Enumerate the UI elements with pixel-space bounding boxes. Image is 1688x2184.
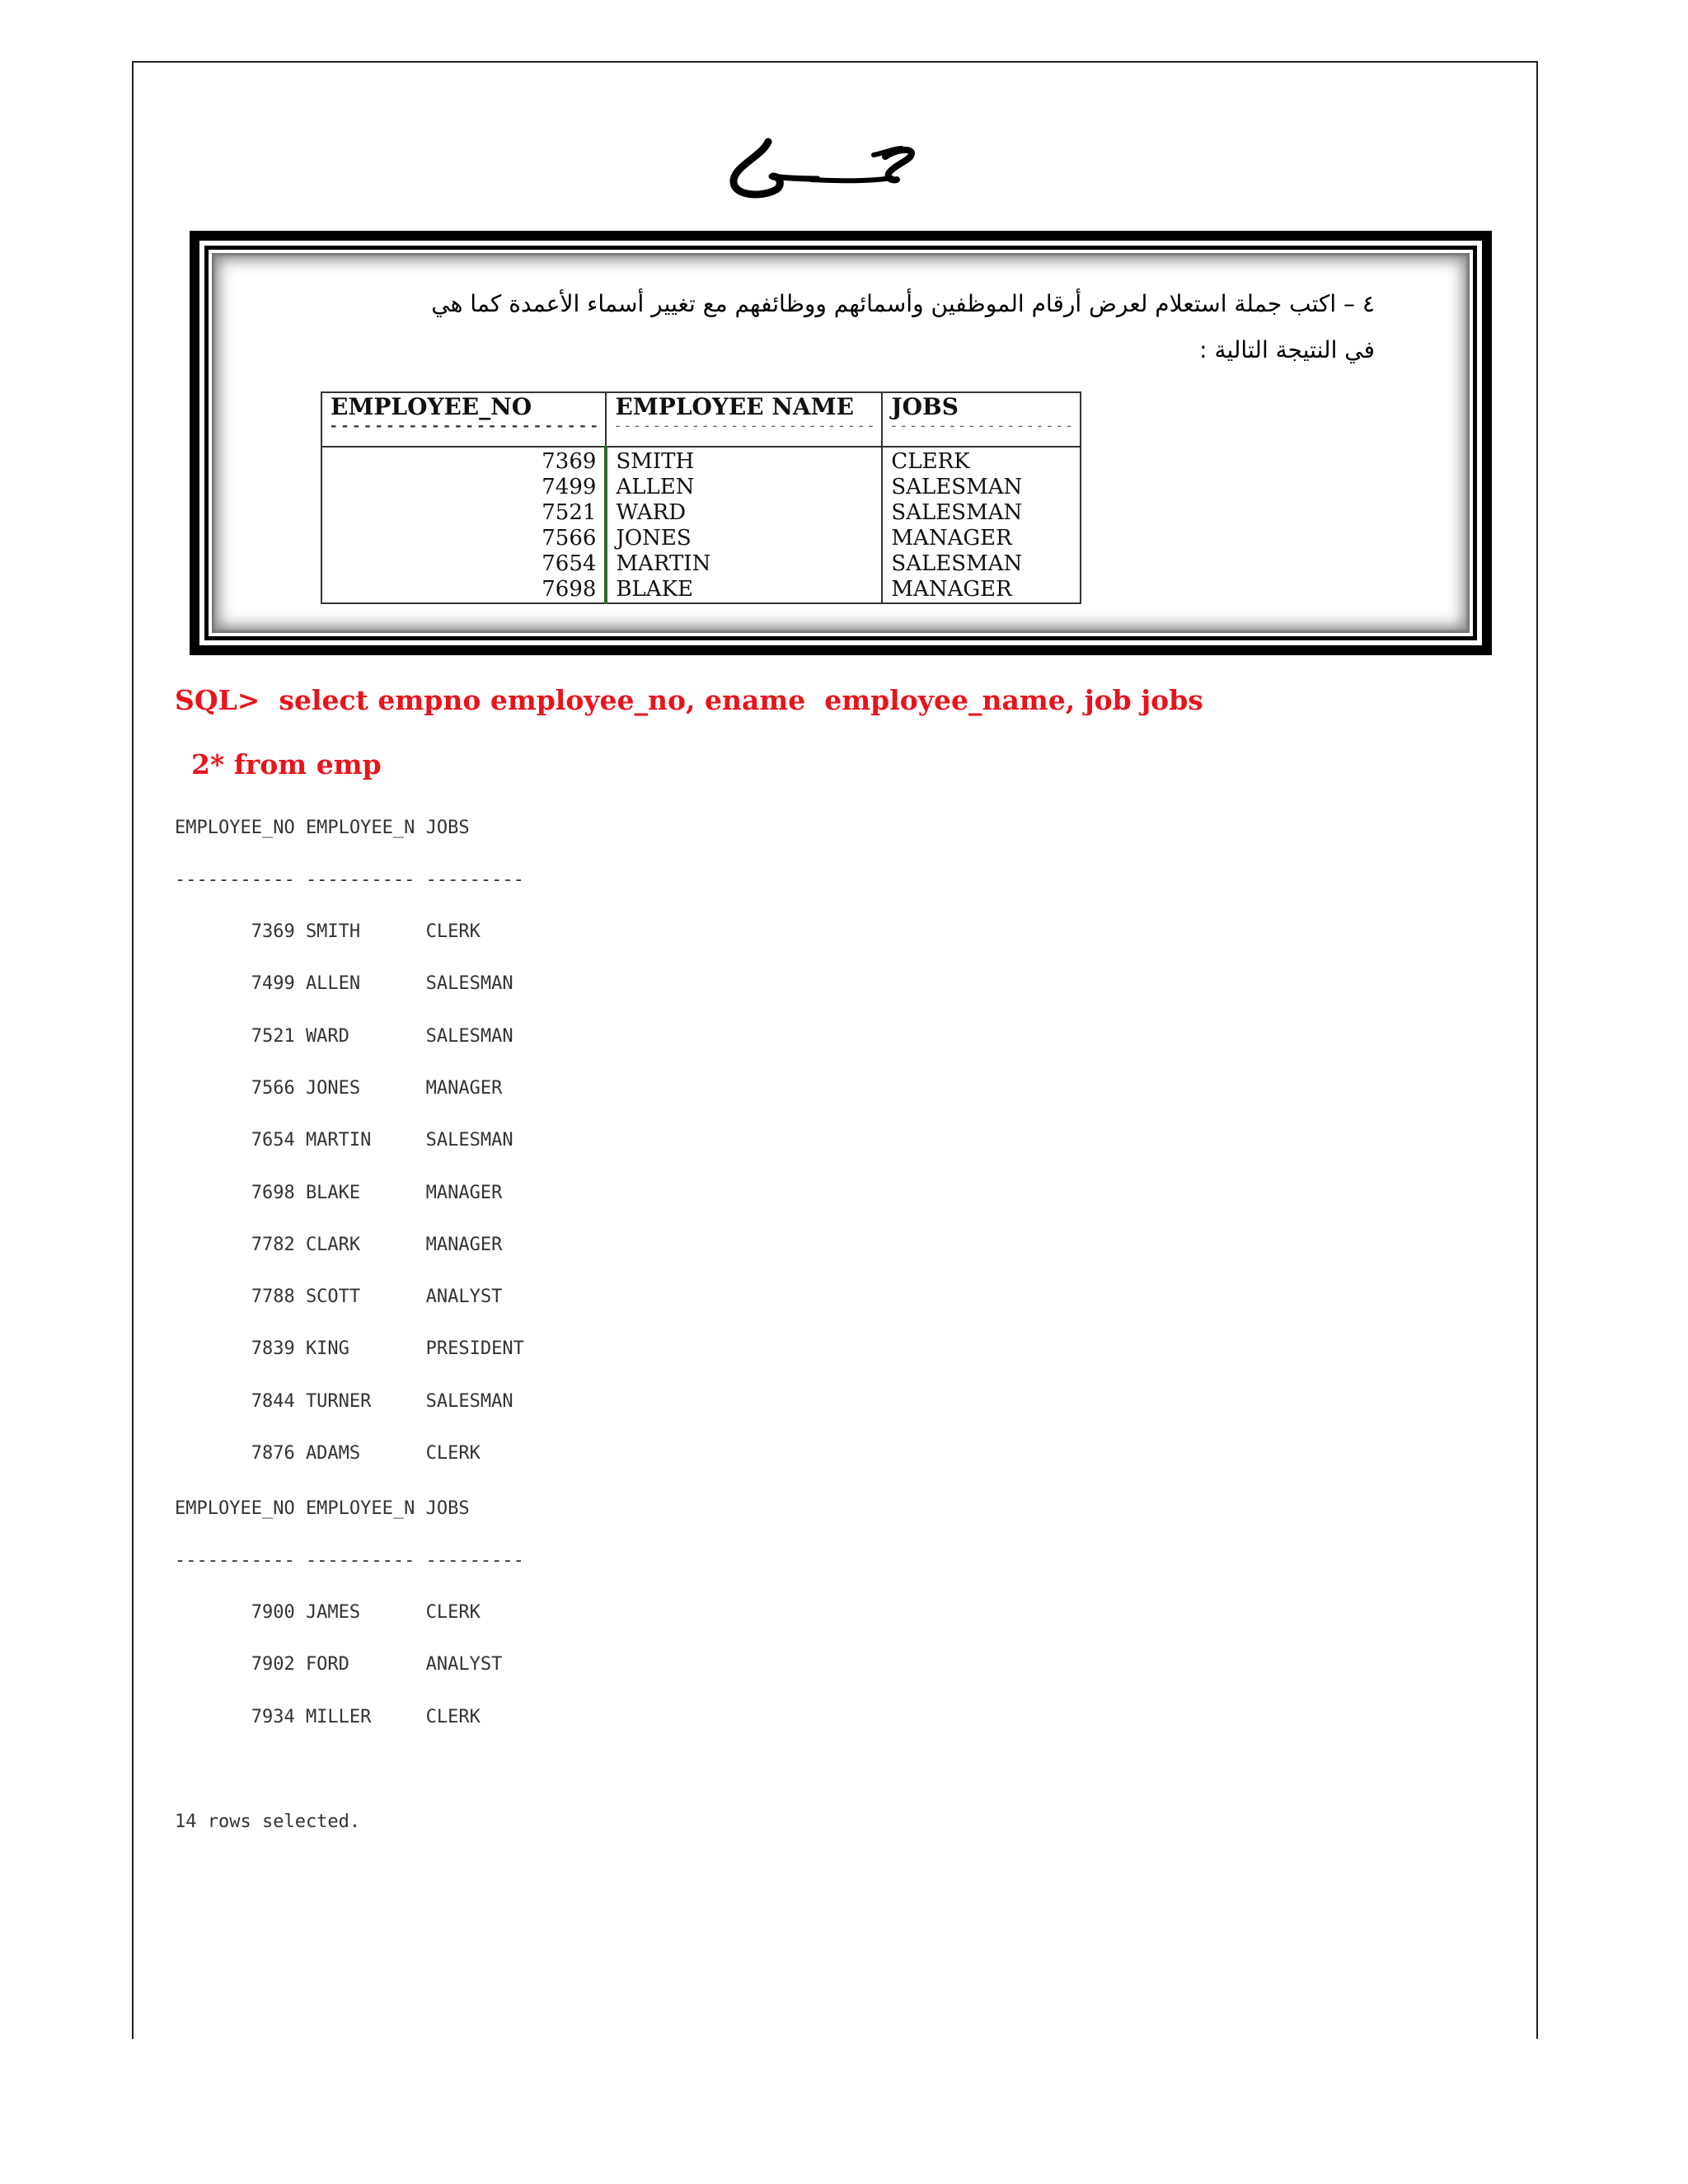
output-row: 7900 JAMES CLERK — [175, 1602, 481, 1623]
output-row: 7902 FORD ANALYST — [175, 1654, 503, 1675]
example-table-cell: 7566 — [542, 526, 597, 551]
example-col-employee-no — [321, 447, 606, 603]
output-row: 7698 BLAKE MANAGER — [175, 1182, 503, 1203]
example-col-employee-name — [606, 447, 882, 603]
example-table-cell: BLAKE — [616, 577, 693, 602]
output-header: EMPLOYEE_NO EMPLOYEE_N JOBS — [175, 818, 470, 838]
example-table-cell: 7499 — [542, 475, 597, 499]
output-footer: 14 rows selected. — [175, 1811, 361, 1832]
example-col-jobs — [882, 447, 1081, 603]
example-table-cell: 7698 — [542, 577, 597, 602]
question-screenshot — [190, 231, 1492, 655]
example-table-cell: MARTIN — [616, 551, 711, 576]
output-row: 7839 KING PRESIDENT — [175, 1338, 524, 1360]
example-table-cell: WARD — [616, 500, 687, 525]
example-table-cell: JONES — [616, 526, 692, 551]
heading-calligraphy — [729, 124, 918, 206]
question-text — [279, 281, 1375, 373]
output-row: 7499 ALLEN SALESMAN — [175, 973, 513, 995]
output-row: 7566 JONES MANAGER — [175, 1077, 503, 1099]
example-table-cell: 7369 — [542, 449, 597, 474]
example-table-cell: SALESMAN — [891, 475, 1023, 499]
output-row: 7369 SMITH CLERK — [175, 921, 481, 942]
output-separator: ----------- ---------- --------- — [175, 869, 524, 890]
example-table-cell: CLERK — [891, 449, 970, 474]
output-row: 7788 SCOTT ANALYST — [175, 1286, 503, 1308]
example-header-cell: EMPLOYEE_NO - - - - - - - - - - - - - - - - - - - - - - - - — [321, 392, 606, 447]
output-row: 7654 MARTIN SALESMAN — [175, 1130, 513, 1151]
example-table-cell: 7521 — [542, 500, 597, 525]
output-separator-2: ----------- ---------- --------- — [175, 1550, 524, 1571]
output-header-2: EMPLOYEE_NO EMPLOYEE_N JOBS — [175, 1498, 470, 1519]
example-table-header — [321, 392, 1081, 447]
example-table-body — [321, 447, 1081, 603]
example-table-cell: MANAGER — [891, 577, 1012, 602]
output-row: 7521 WARD SALESMAN — [175, 1025, 513, 1047]
example-table-cell: SALESMAN — [891, 551, 1023, 576]
output-row: 7782 CLARK MANAGER — [175, 1234, 503, 1255]
question-line-2: في النتيجة التالية : — [1199, 336, 1375, 363]
example-header-cell: EMPLOYEE NAME - - - - - - - - - - - - - - - - - - - - - - - - - - - — [606, 392, 882, 447]
example-table-cell: SMITH — [616, 449, 695, 474]
example-result-table — [321, 391, 1081, 604]
output-row: 7934 MILLER CLERK — [175, 1706, 481, 1727]
example-table-cell: 7654 — [542, 551, 597, 576]
output-row: 7876 ADAMS CLERK — [175, 1443, 481, 1464]
example-header-cell: JOBS - - - - - - - - - - - - - - - - - - - — [882, 392, 1081, 447]
question-line-1: ٤ – اكتب جملة استعلام لعرض أرقام الموظفين وأسمائهم ووظائفهم مع تغيير أسماء الأعمدة كما هي — [431, 290, 1375, 317]
example-table-cell: ALLEN — [616, 475, 695, 499]
example-table-cell: SALESMAN — [891, 500, 1023, 525]
sql-command-line-2: 2* from emp — [191, 748, 382, 780]
example-table-cell: MANAGER — [891, 526, 1012, 551]
sql-command-line-1: SQL> select empno employee_no, ename employee_name, job jobs — [175, 684, 1203, 716]
output-row: 7844 TURNER SALESMAN — [175, 1390, 513, 1412]
